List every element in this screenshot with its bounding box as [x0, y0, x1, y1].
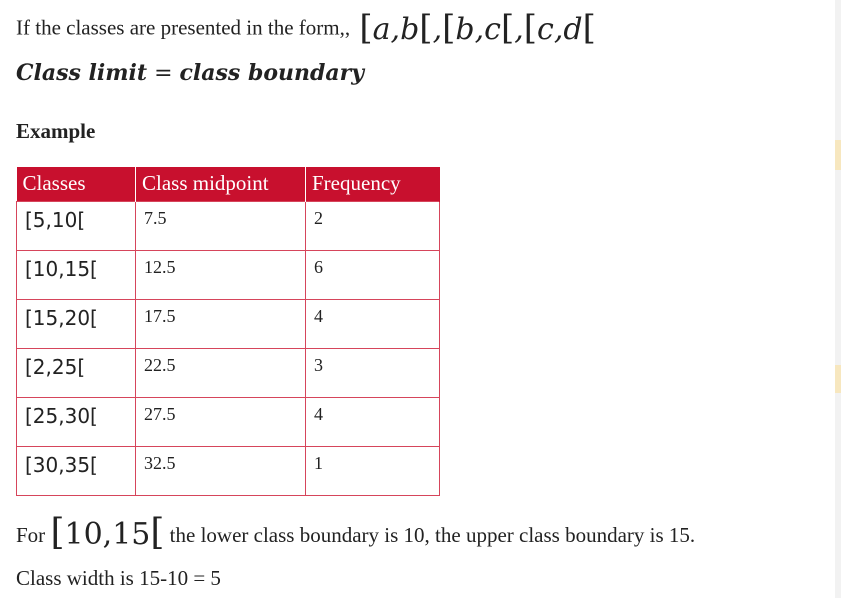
class-width-sentence: Class width is 15-10 = 5: [16, 566, 221, 590]
table-row: [17, 397, 440, 446]
midpoint-cell: 22.5: [136, 348, 306, 397]
scrollbar-thumb[interactable]: [835, 140, 841, 170]
for-prefix: For: [16, 523, 51, 547]
frequency-cell: 6: [306, 250, 440, 299]
intro-text: If the classes are presented in the form,,: [16, 15, 351, 40]
frequency-cell: 2: [306, 201, 440, 250]
class-cell: [5,10[: [17, 201, 136, 250]
example-interval: [10,15[: [50, 512, 165, 553]
for-suffix: the lower class boundary is 10, the upper class boundary is 15.: [164, 523, 696, 547]
boundary-sentence: [16, 512, 695, 553]
interval-notation: [a,b[,[b,c[,[c,d[: [359, 8, 596, 48]
table-row: [17, 446, 440, 495]
table-row: [17, 201, 440, 250]
class-cell: [2,25[: [17, 348, 136, 397]
table-row: [17, 299, 440, 348]
formula-left: Class limit: [16, 60, 148, 86]
midpoint-cell: 27.5: [136, 397, 306, 446]
scrollbar[interactable]: [835, 0, 841, 598]
table-header-row: [17, 167, 440, 201]
formula-right: class boundary: [179, 60, 364, 86]
table-row: [17, 250, 440, 299]
header-classes: Classes: [17, 167, 136, 201]
formula-equals: =: [147, 61, 180, 86]
class-cell: [30,35[: [17, 446, 136, 495]
table-row: [17, 348, 440, 397]
class-cell: [25,30[: [17, 397, 136, 446]
frequency-cell: 4: [306, 299, 440, 348]
scrollbar-thumb[interactable]: [835, 365, 841, 393]
midpoint-cell: 7.5: [136, 201, 306, 250]
midpoint-cell: 12.5: [136, 250, 306, 299]
classes-table: [16, 167, 440, 496]
formula: [16, 60, 364, 86]
midpoint-cell: 32.5: [136, 446, 306, 495]
header-class-midpoint: Class midpoint: [136, 167, 306, 201]
header-frequency: Frequency: [306, 167, 440, 201]
frequency-cell: 1: [306, 446, 440, 495]
midpoint-cell: 17.5: [136, 299, 306, 348]
frequency-cell: 4: [306, 397, 440, 446]
class-cell: [10,15[: [17, 250, 136, 299]
example-heading: Example: [16, 119, 96, 143]
frequency-cell: 3: [306, 348, 440, 397]
class-cell: [15,20[: [17, 299, 136, 348]
intro-line: [16, 8, 596, 48]
